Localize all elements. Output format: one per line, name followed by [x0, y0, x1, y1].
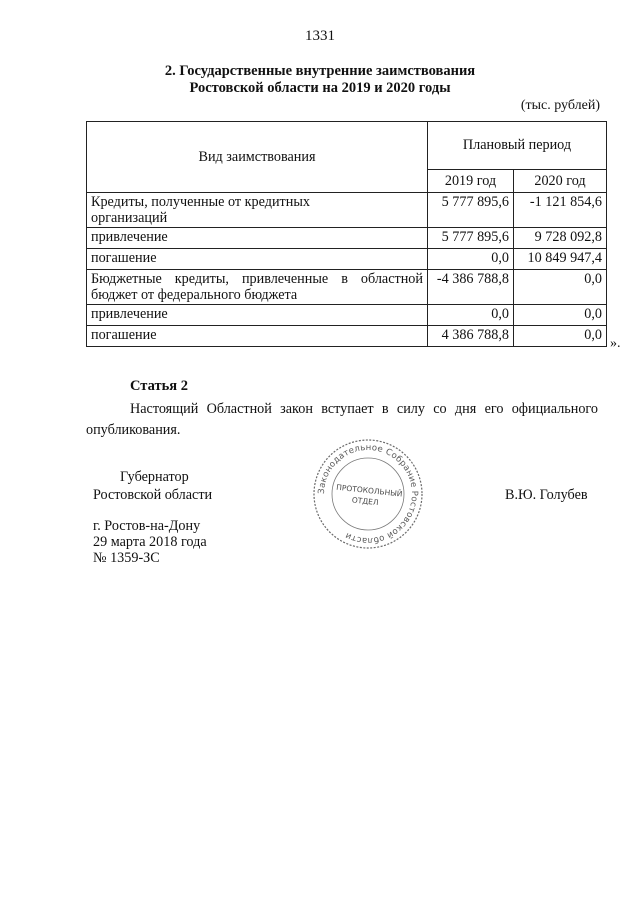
row-value-2020: -1 121 854,6 [514, 193, 607, 228]
table-header-row [87, 122, 607, 170]
page-number: 1331 [305, 28, 335, 44]
row-value-2020: 0,0 [514, 326, 607, 347]
row-value-2020: 9 728 092,8 [514, 228, 607, 249]
row-label: привлечение [87, 228, 428, 249]
article-title: Статья 2 [130, 378, 188, 394]
row-value-2019: -4 386 788,8 [428, 270, 514, 305]
table-row [87, 270, 607, 305]
official-stamp [312, 438, 424, 550]
table-row [87, 228, 607, 249]
table-row [87, 193, 607, 228]
closing-quote: ». [610, 336, 621, 351]
table-row [87, 249, 607, 270]
header-period: Плановый период [428, 122, 607, 170]
stamp-inner-line-2: ОТДЕЛ [351, 495, 379, 508]
section-title-line-2: Ростовской области на 2019 и 2020 годы [189, 80, 451, 96]
row-label: погашение [87, 249, 428, 270]
row-label-line-1: Бюджетные кредиты, привлеченные в областной [91, 271, 423, 287]
row-value-2020: 0,0 [514, 270, 607, 305]
row-label [87, 270, 428, 305]
borrowings-table [86, 121, 607, 347]
issue-place: г. Ростов-на-Дону [93, 518, 201, 534]
row-label: Кредиты, полученные от кредитных организаций [87, 193, 428, 228]
table-row [87, 305, 607, 326]
row-label-line-2: бюджет от федерального бюджета [91, 287, 298, 303]
issue-date: 29 марта 2018 года [93, 534, 207, 550]
header-year-2019: 2019 год [428, 169, 514, 192]
signatory-name: В.Ю. Голубев [505, 487, 588, 503]
row-label: привлечение [87, 305, 428, 326]
header-type: Вид заимствования [87, 122, 428, 193]
row-value-2019: 0,0 [428, 249, 514, 270]
signatory-position-line-2: Ростовской области [93, 487, 213, 503]
row-value-2019: 0,0 [428, 305, 514, 326]
stamp-ring-text: Законодательное Собрание Ростовской области [316, 442, 420, 546]
units-note: (тыс. рублей) [520, 98, 600, 113]
row-value-2020: 0,0 [514, 305, 607, 326]
row-label: погашение [87, 326, 428, 347]
law-number: № 1359-ЗС [93, 550, 160, 566]
row-value-2019: 5 777 895,6 [428, 228, 514, 249]
article-text: Настоящий Областной закон вступает в силу со дня его официального опубликования. [86, 401, 598, 438]
section-title-line-1: 2. Государственные внутренние заимствования [164, 63, 476, 79]
stamp-inner-line-1: ПРОТОКОЛЬНЫЙ [335, 482, 403, 499]
header-year-2020: 2020 год [514, 169, 607, 192]
row-value-2019: 5 777 895,6 [428, 193, 514, 228]
table-row [87, 326, 607, 347]
row-value-2019: 4 386 788,8 [428, 326, 514, 347]
issue-details [93, 518, 207, 566]
signatory-position-line-1: Губернатор [120, 469, 189, 485]
row-value-2020: 10 849 947,4 [514, 249, 607, 270]
